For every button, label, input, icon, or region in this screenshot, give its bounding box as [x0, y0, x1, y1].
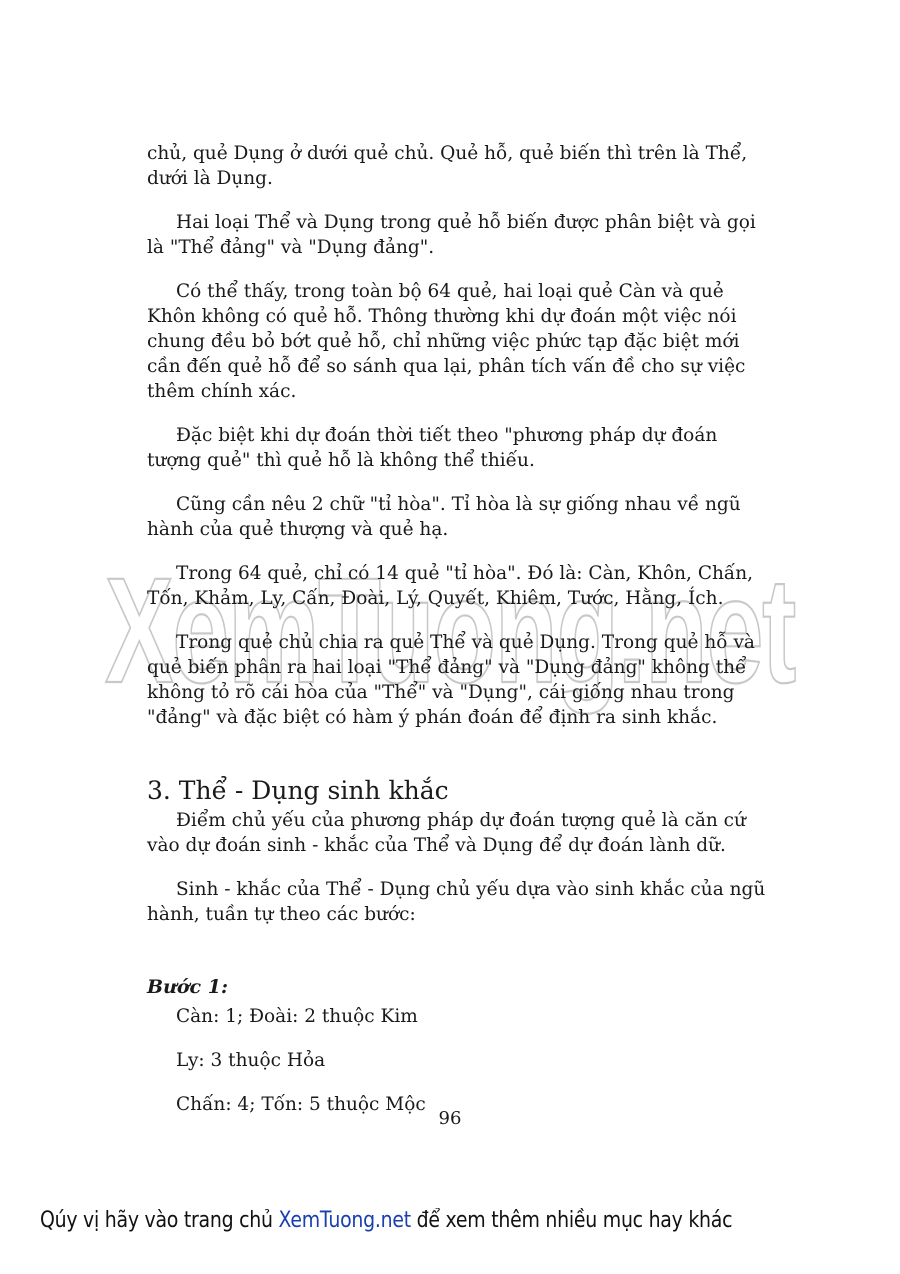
footer-text-after: để xem thêm nhiều mục hay khác	[410, 1208, 733, 1233]
paragraph-1: chủ, quẻ Dụng ở dưới quẻ chủ. Quẻ hỗ, quẻ biến thì trên là Thể, dưới là Dụng.	[147, 143, 748, 189]
footer-banner	[40, 1208, 732, 1233]
section-paragraph-1: Điểm chủ yếu của phương pháp dự đoán tượng quẻ là căn cứ vào dự đoán sinh - khắc của Thể và Dụng để dự đoán lành dữ.	[147, 810, 746, 856]
paragraph-7: Trong quẻ chủ chia ra quẻ Thể và quẻ Dụng. Trong quẻ hỗ và quẻ biến phân ra hai loại "Thể đảng" và "Dụng đảng" không thể không tỏ rõ cái hòa của "Thể" và "Dụng", cái giống nhau trong "đảng" và đặc biệt có hàm ý phán đoán để định ra sinh khắc.	[147, 632, 755, 728]
step-item-hoa: Ly: 3 thuộc Hỏa	[176, 1050, 326, 1071]
paragraph-5: Cũng cần nêu 2 chữ "tỉ hòa". Tỉ hòa là sự giống nhau về ngũ hành của quẻ thượng và quẻ hạ.	[147, 494, 741, 540]
paragraph-3: Có thể thấy, trong toàn bộ 64 quẻ, hai loại quẻ Càn và quẻ Khôn không có quẻ hỗ. Thông thường khi dự đoán một việc nói chung đều bỏ bớt quẻ hỗ, chỉ những việc phức tạp đặc biệt mới cần đến quẻ hỗ để so sánh qua lại, phân tích vấn đề cho sự việc thêm chính xác.	[147, 281, 746, 402]
watermark-text: XemTuong.net	[105, 560, 796, 714]
paragraph-4: Đặc biệt khi dự đoán thời tiết theo "phương pháp dự đoán tượng quẻ" thì quẻ hỗ là không thể thiếu.	[147, 425, 718, 471]
page-content	[147, 141, 767, 1136]
footer-text-before: Qúy vị hãy vào trang chủ	[40, 1208, 279, 1233]
step-item-kim: Càn: 1; Đoài: 2 thuộc Kim	[176, 1006, 418, 1027]
step-item-moc: Chấn: 4; Tốn: 5 thuộc Mộc	[176, 1094, 426, 1115]
section-heading: 3. Thể - Dụng sinh khắc	[147, 776, 449, 805]
footer-link[interactable]: XemTuong.net	[278, 1208, 411, 1233]
paragraph-6: Trong 64 quẻ, chỉ có 14 quẻ "tỉ hòa". Đó là: Càn, Khôn, Chấn, Tốn, Khảm, Ly, Cấn, Đoài, Lý, Quyết, Khiêm, Tước, Hằng, Ích.	[147, 563, 754, 609]
paragraph-2: Hai loại Thể và Dụng trong quẻ hỗ biến được phân biệt và gọi là "Thể đảng" và "Dụng đảng".	[147, 212, 756, 258]
section-paragraph-2: Sinh - khắc của Thể - Dụng chủ yếu dựa vào sinh khắc của ngũ hành, tuần tự theo các bước:	[147, 879, 766, 925]
step-title: Bước 1:	[147, 976, 228, 998]
page-number: 96	[438, 1108, 462, 1129]
